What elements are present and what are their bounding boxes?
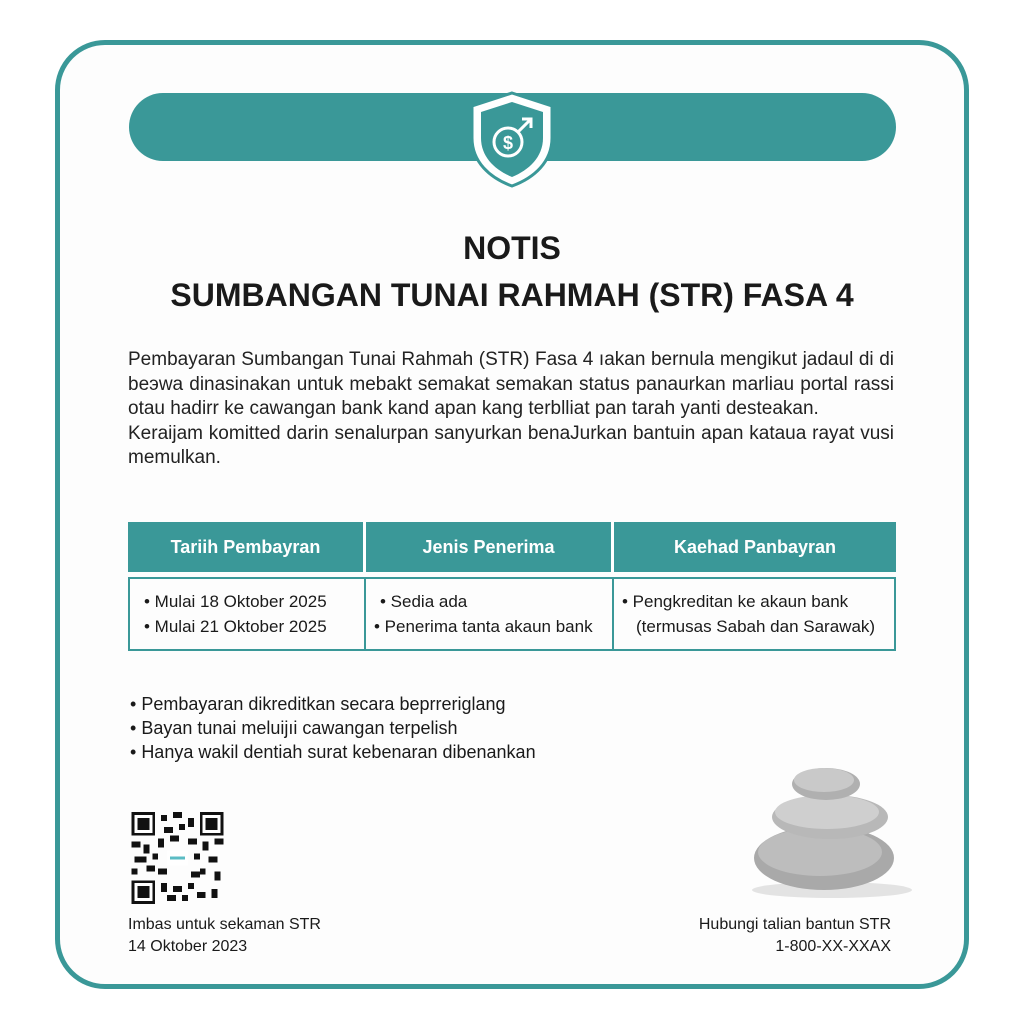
cell-line: • Pengkreditan ke akaun bank	[622, 592, 849, 611]
intro-text	[128, 348, 894, 471]
cell-line: • Penerima tanta akaun bank	[374, 617, 593, 636]
table-cell	[614, 577, 896, 651]
page-subtitle: SUMBANGAN TUNAI RAHMAH (STR) FASA 4	[170, 277, 854, 313]
shield-dollar-icon	[468, 90, 556, 188]
list-item: • Bayan tunai meluijıi cawangan terpelish	[130, 716, 536, 740]
qr-code[interactable]	[131, 812, 224, 904]
list-item: • Pembayaran dikreditkan secara beprreriglang	[130, 692, 536, 716]
intro-paragraph-1: Pembayaran Sumbangan Tunai Rahmah (STR) Fasa 4 ıakan bernula mengikut jadaul di di beэwa dinasinakan untuk mebakt semakat semakan status panaurkan marliau portal rassi otau hadirr ke cawangan bank kand apan kang terblliat pan tarah yanti desteakan.	[128, 349, 894, 419]
table-header: Tariih Pembayran	[128, 522, 366, 572]
cell-line: • Sedia ada	[380, 592, 468, 611]
table-header: Jenis Penerima	[366, 522, 614, 572]
cell-line: • Mulai 18 Oktober 2025	[144, 592, 327, 611]
list-item: • Hanya wakil dentiah surat kebenaran dibenankan	[130, 740, 536, 764]
helpline-label: Hubungi talian bantun STR	[698, 916, 891, 933]
notes-list	[130, 692, 536, 764]
helpline-number[interactable]: 1-800-XX-XXAX	[775, 938, 891, 955]
helpline-block	[699, 914, 891, 958]
payment-table	[128, 522, 896, 651]
cell-line: • Mulai 21 Oktober 2025	[144, 617, 327, 636]
table-header: Kaehad Panbayran	[614, 522, 896, 572]
qr-caption-block	[128, 914, 321, 958]
stacked-stones-icon	[742, 760, 912, 902]
svg-text:$: $	[502, 133, 514, 153]
cell-line: (termusas Sabah dan Sarawak)	[636, 617, 876, 636]
table-row	[128, 577, 896, 651]
table-cell	[128, 577, 366, 651]
intro-paragraph-2: Keraijam komitted darin senalurpan sanyurkan benaJurkan bantuin apan kataua rayat vusi memulkan.	[128, 422, 894, 468]
qr-caption: Imbas untuk sekaman STR	[128, 916, 321, 933]
notice-date: 14 Oktober 2023	[128, 938, 248, 955]
table-cell	[366, 577, 614, 651]
page-title: NOTIS	[463, 230, 561, 266]
